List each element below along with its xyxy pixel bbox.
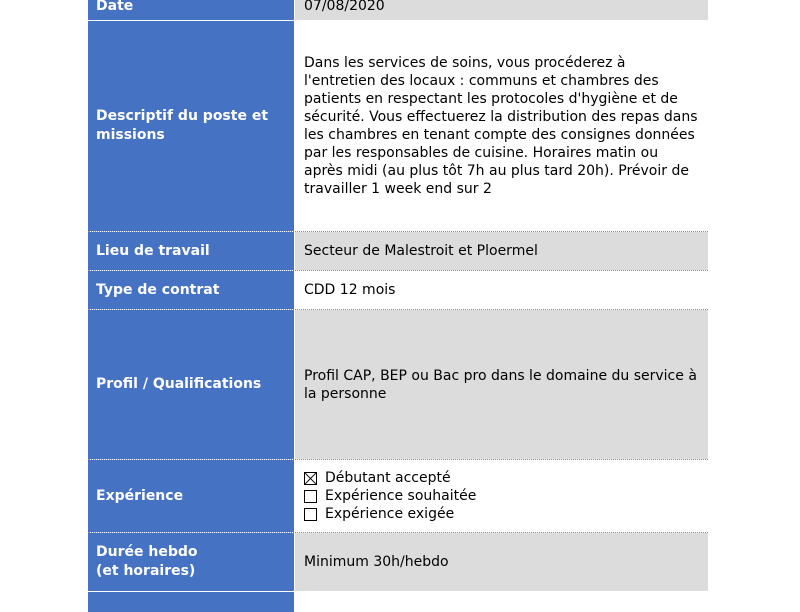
label-hours: [88, 533, 294, 591]
label-description: Descriptif du poste et missions: [88, 21, 294, 231]
label-profile: Profil / Qualifications: [88, 310, 294, 459]
row-experience: [88, 460, 708, 532]
value-location: Secteur de Malestroit et Ploermel: [295, 232, 708, 270]
description-text: Dans les services de soins, vous procéderez à l'entretien des locaux : communs et chambres des patients en respectant les protocoles d'hygiène et de sécurité. Vous effectuerez la distribution des repas dans les chambres en tenant compte des consignes données par les responsables de cuisine. Horaires matin ou après midi (au plus tôt 7h au plus tard 20h). Prévoir de travailler 1 week end sur 2: [304, 55, 698, 197]
label-location: Lieu de travail: [88, 232, 294, 270]
unchecked-box-icon[interactable]: [304, 490, 317, 503]
label-hours-line2: (et horaires): [96, 563, 196, 579]
label-contract: Type de contrat: [88, 271, 294, 309]
row-location: [88, 232, 708, 270]
row-hours: [88, 533, 708, 591]
experience-option-desired[interactable]: [304, 487, 476, 505]
value-description: [295, 21, 708, 231]
checked-box-icon[interactable]: [304, 472, 317, 485]
unchecked-box-icon[interactable]: [304, 508, 317, 521]
row-date: [88, 0, 708, 20]
experience-option-label: Débutant accepté: [325, 470, 451, 486]
experience-option-required[interactable]: [304, 505, 476, 523]
row-contract: [88, 271, 708, 309]
value-hours: Minimum 30h/hebdo: [295, 533, 708, 591]
value-contract: CDD 12 mois: [295, 271, 708, 309]
value-next: [295, 592, 708, 612]
experience-option-label: Expérience souhaitée: [325, 488, 477, 504]
value-profile: [295, 310, 708, 459]
experience-checklist: [304, 469, 476, 523]
label-date: Date: [88, 0, 294, 20]
experience-option-label: Expérience exigée: [325, 506, 455, 522]
row-next: [88, 592, 708, 612]
value-experience: [295, 460, 708, 532]
value-date: 07/08/2020: [295, 0, 708, 20]
label-next: [88, 592, 294, 612]
profile-text: Profil CAP, BEP ou Bac pro dans le domaine du service à la personne: [304, 367, 697, 402]
label-hours-line1: Durée hebdo: [96, 544, 198, 560]
label-experience: Expérience: [88, 460, 294, 532]
row-profile: [88, 310, 708, 459]
experience-option-beginner[interactable]: [304, 469, 476, 487]
row-description: [88, 21, 708, 231]
